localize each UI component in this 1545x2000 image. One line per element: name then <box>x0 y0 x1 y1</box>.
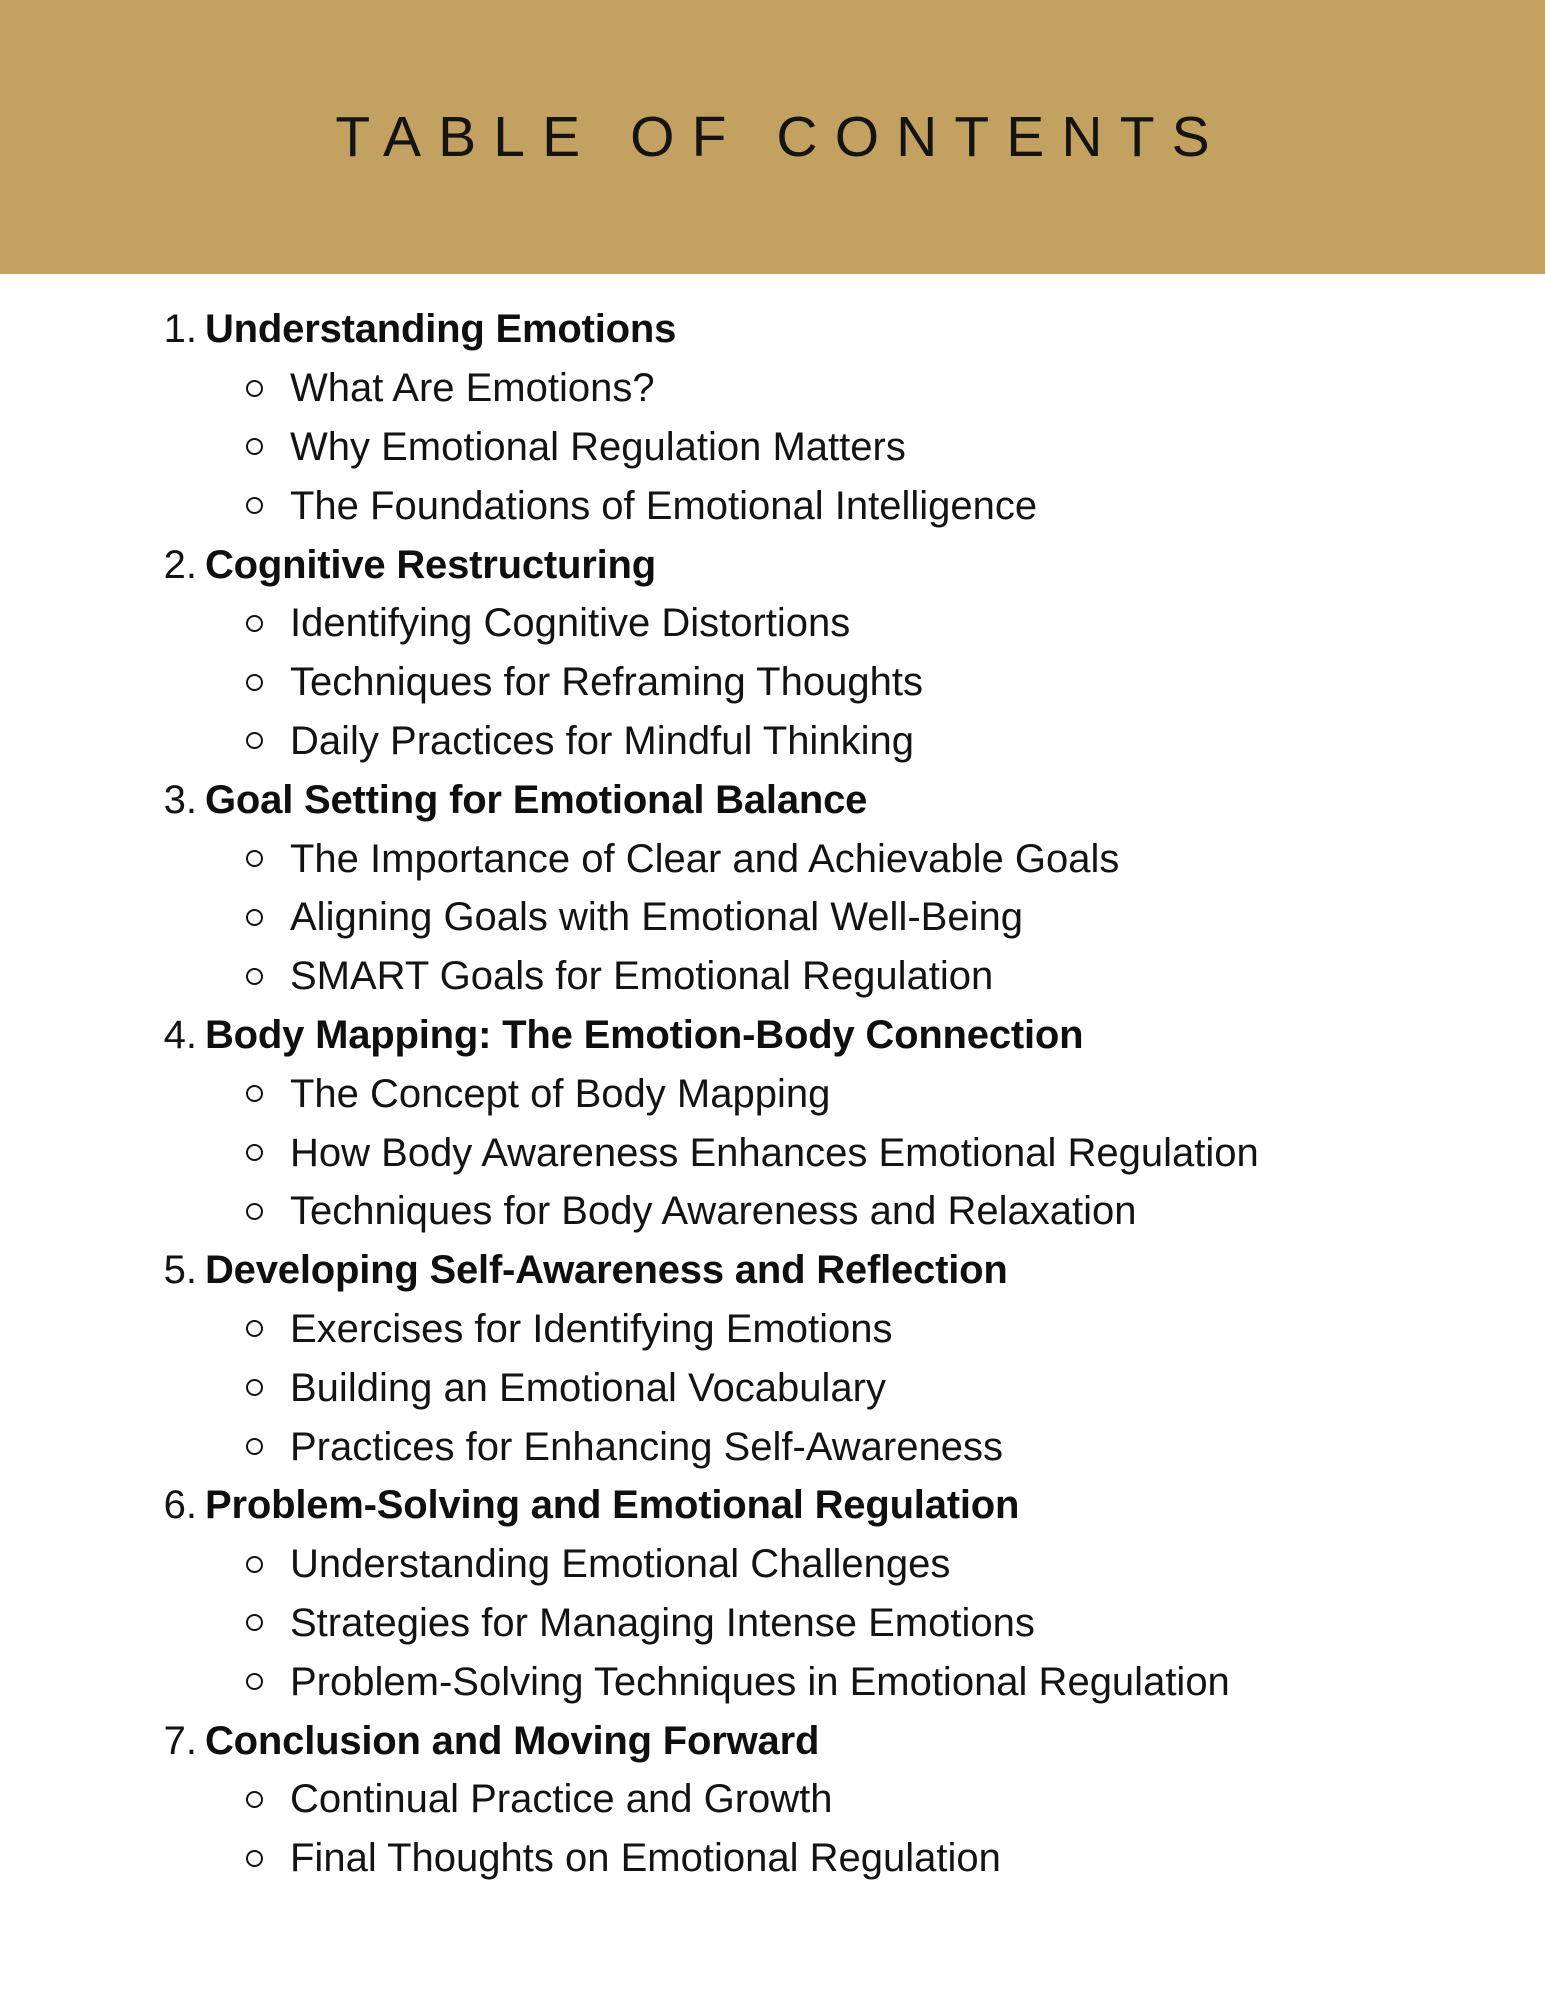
toc-subitem <box>120 1652 1545 1711</box>
toc-subitem <box>120 1770 1545 1829</box>
chapter-item <box>120 1241 1545 1300</box>
circle-bullet-icon <box>246 497 263 514</box>
chapter-title: Conclusion and Moving Forward <box>205 1718 820 1763</box>
subitem-label: Identifying Cognitive Distortions <box>290 601 851 646</box>
subitem-label: What Are Emotions? <box>290 366 655 411</box>
page-title: TABLE OF CONTENTS <box>335 105 1227 169</box>
circle-bullet-icon <box>246 1320 263 1337</box>
subitem-label: The Concept of Body Mapping <box>290 1071 831 1116</box>
chapter-number: 5. <box>163 1248 197 1293</box>
toc-subitem <box>120 594 1545 653</box>
circle-bullet-icon <box>246 1791 263 1808</box>
chapter-number: 2. <box>163 542 197 587</box>
chapter-title: Developing Self-Awareness and Reflection <box>205 1248 1008 1293</box>
toc-subitem <box>120 1182 1545 1241</box>
circle-bullet-icon <box>246 1203 263 1220</box>
subitem-label: How Body Awareness Enhances Emotional Regulation <box>290 1130 1259 1175</box>
toc-list <box>0 274 1545 1888</box>
chapter-item <box>120 1711 1545 1770</box>
subitem-label: Techniques for Body Awareness and Relaxation <box>290 1189 1137 1234</box>
circle-bullet-icon <box>246 732 263 749</box>
circle-bullet-icon <box>246 1438 263 1455</box>
toc-subitem <box>120 1123 1545 1182</box>
subitem-label: Exercises for Identifying Emotions <box>290 1306 893 1351</box>
toc-subitem <box>120 712 1545 771</box>
circle-bullet-icon <box>246 1379 263 1396</box>
chapter-item <box>120 1006 1545 1065</box>
circle-bullet-icon <box>246 850 263 867</box>
circle-bullet-icon <box>246 1850 263 1867</box>
chapter-title: Problem-Solving and Emotional Regulation <box>205 1483 1020 1528</box>
chapter-number: 6. <box>163 1483 197 1528</box>
toc-subitem <box>120 1535 1545 1594</box>
toc-subitem <box>120 947 1545 1006</box>
chapter-title: Understanding Emotions <box>205 307 677 352</box>
subitem-label: The Importance of Clear and Achievable Goals <box>290 836 1120 881</box>
toc-subitem <box>120 1594 1545 1653</box>
circle-bullet-icon <box>246 1144 263 1161</box>
toc-subitem <box>120 418 1545 477</box>
subitem-label: Problem-Solving Techniques in Emotional Regulation <box>290 1659 1230 1704</box>
circle-bullet-icon <box>246 438 263 455</box>
subitem-label: Techniques for Reframing Thoughts <box>290 660 923 705</box>
chapter-title: Body Mapping: The Emotion-Body Connection <box>205 1012 1084 1057</box>
toc-subitem <box>120 1064 1545 1123</box>
subitem-label: The Foundations of Emotional Intelligence <box>290 483 1038 528</box>
chapter-item <box>120 300 1545 359</box>
subitem-label: Continual Practice and Growth <box>290 1777 833 1822</box>
subitem-label: Why Emotional Regulation Matters <box>290 424 906 469</box>
subitem-label: Practices for Enhancing Self-Awareness <box>290 1424 1003 1469</box>
subitem-label: Understanding Emotional Challenges <box>290 1542 951 1587</box>
circle-bullet-icon <box>246 1614 263 1631</box>
toc-subitem <box>120 359 1545 418</box>
circle-bullet-icon <box>246 1085 263 1102</box>
toc-subitem <box>120 888 1545 947</box>
subitem-label: Aligning Goals with Emotional Well-Being <box>290 895 1023 940</box>
chapter-item <box>120 535 1545 594</box>
circle-bullet-icon <box>246 380 263 397</box>
chapter-number: 4. <box>163 1012 197 1057</box>
circle-bullet-icon <box>246 1556 263 1573</box>
subitem-label: Daily Practices for Mindful Thinking <box>290 718 914 763</box>
toc-subitem <box>120 1417 1545 1476</box>
toc-subitem <box>120 653 1545 712</box>
chapter-number: 7. <box>163 1718 197 1763</box>
subitem-label: Building an Emotional Vocabulary <box>290 1365 886 1410</box>
chapter-number: 1. <box>163 307 197 352</box>
chapter-title: Goal Setting for Emotional Balance <box>205 777 868 822</box>
subitem-label: SMART Goals for Emotional Regulation <box>290 954 994 999</box>
toc-subitem <box>120 1829 1545 1888</box>
header-banner <box>0 0 1545 274</box>
circle-bullet-icon <box>246 909 263 926</box>
chapter-item <box>120 770 1545 829</box>
chapter-item <box>120 1476 1545 1535</box>
subitem-label: Final Thoughts on Emotional Regulation <box>290 1836 1001 1881</box>
chapter-number: 3. <box>163 777 197 822</box>
circle-bullet-icon <box>246 674 263 691</box>
toc-subitem <box>120 829 1545 888</box>
circle-bullet-icon <box>246 968 263 985</box>
toc-subitem <box>120 1300 1545 1359</box>
circle-bullet-icon <box>246 615 263 632</box>
toc-subitem <box>120 476 1545 535</box>
chapter-title: Cognitive Restructuring <box>205 542 656 587</box>
circle-bullet-icon <box>246 1673 263 1690</box>
toc-subitem <box>120 1358 1545 1417</box>
subitem-label: Strategies for Managing Intense Emotions <box>290 1600 1035 1645</box>
